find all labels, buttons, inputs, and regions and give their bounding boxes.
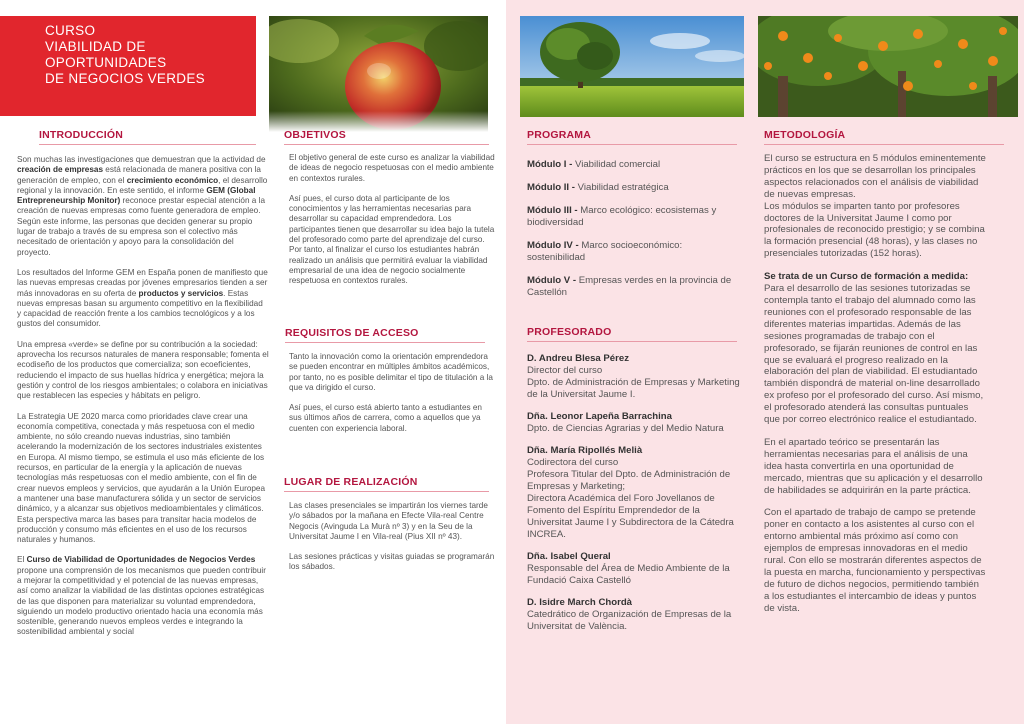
profesorado-body [527,353,742,643]
metodologia-body [764,153,986,626]
metodologia-paragraph-4: Con el apartado de trabajo de campo se pretende poner en contacto a los asistentes al curso con el entorno ambiental más próximo así como con ejemplos de empresas innovadoras en el medio rural. Con ello se mostrarán diferentes aspectos de la puesta en marcha, funcionamiento y perspectivas de futuro de dichos negocios, permitiendo también a los estudiantes el intercambio de ideas y puntos de vista. [764,507,986,614]
module-item: Módulo V - Empresas verdes en la provincia de Castellón [527,275,732,298]
metodologia-paragraph-1: El curso se estructura en 5 módulos eminentemente prácticos en los que se desarrollan los principales aspectos relacionados con el análisis de viabilidad de nuevas empresas. [764,153,986,200]
module-item: Módulo I - Viabilidad comercial [527,159,661,170]
heading-rule [39,144,256,145]
requisitos-heading [285,327,419,339]
module-item: Módulo IV - Marco socioeconómico: sostenibilidad [527,240,683,263]
requisitos-body [289,352,495,444]
professor-entry: D. Isidre March Chordà Catedrático de Organización de Empresas de la Universitat de València. [527,597,732,632]
heading-rule [284,491,489,492]
requisitos-paragraph-2: Así pues, el curso está abierto tanto a estudiantes en sus últimos años de carrera, como a aquellos que ya cuenten con experiencia laboral. [289,403,482,433]
introduccion-body [17,155,269,648]
profesorado-heading [527,326,611,338]
heading-text: OBJETIVOS [284,129,346,141]
orange-tree-photo [758,16,1018,117]
heading-rule [764,144,1004,145]
objetivos-heading [284,129,346,141]
heading-text: REQUISITOS DE ACCESO [285,327,419,339]
professor-entry: D. Andreu Blesa Pérez Director del curso Dpto. de Administración de Empresas y Marketing de la Universitat Jaume I. [527,353,740,400]
lugar-paragraph-1: Las clases presenciales se impartirán los viernes tarde y/o sábados por la mañana en Efecte Vila-real Centre Negocis (Avinguda La Murà nº 3) y en la Seu de la Universitat Jaume I en Vila-real (Pius XII nº 43). [289,501,488,541]
title-line: VIABILIDAD DE [45,39,146,54]
professor-entry: Dña. Isabel Queral Responsable del Área de Medio Ambiente de la Fundació Caixa Castelló [527,551,730,586]
professor-entry: Dña. María Ripollés Melià Codirectora del curso Profesora Titular del Dpto. de Administración de Empresas y Marketing; Directora Académica del Foro Jovellanos de Fomento del Espíritu Emprendedor de la Universitat Jaume I y Subdirectora de la Cátedra INCREA. [527,445,734,540]
tree-meadow-photo [520,16,744,117]
heading-rule [285,342,485,343]
heading-rule [527,341,737,342]
intro-paragraph-2: Los resultados del Informe GEM en España ponen de manifiesto que las nuevas empresas creadas por jóvenes empresarios tienden a ser más innovadoras en su oferta de productos y servicios. Estas nuevas empresas basan su argumento competitivo en la flexibilidad y capacidad de reacción frente a los cambios tecnológicos y a los gustos del consumidor. [17,267,268,329]
heading-rule [527,144,737,145]
metodologia-paragraph-1b: Los módulos se imparten tanto por profesores doctores de la Universitat Jaume I como por profesionales de reconocido prestigio; y se combina la formación presencial (48 horas), y las clases no presenciales tutorizadas (152 horas). [764,200,985,260]
lugar-paragraph-2: Las sesiones prácticas y visitas guiadas se programarán los sábados. [289,552,495,572]
lugar-heading [284,476,418,488]
heading-text: METODOLOGÍA [764,129,846,141]
module-item: Módulo II - Viabilidad estratégica [527,182,669,193]
heading-text: LUGAR DE REALIZACIÓN [284,476,418,488]
requisitos-paragraph-1: Tanto la innovación como la orientación emprendedora se pueden encontrar en múltiples ámbitos académicos, por tanto, no es posible delimitar el tipo de titulación a la que va dirigido el curso. [289,352,493,392]
lugar-body [289,501,495,583]
programa-heading [527,129,591,141]
title-line: DE NEGOCIOS VERDES [45,71,205,86]
metodologia-heading [764,129,845,141]
intro-paragraph-1: Son muchas las investigaciones que demuestran que la actividad de creación de empresas está relacionada de manera positiva con la generación de empleo, con el crecimiento económico, el desarrollo regional y la innovación. En este sentido, el informe GEM (Global Entrepreneurship Monitor) reconoce prestar especial atención a la creación de nuevas empresas como fuente generadora de empleo. Según este informe, las personas que deciden generar su propio lugar de trabajo a través de su empresa son el colectivo más necesitado de orientación y apoyo para la consolidación del proyecto. [17,155,268,257]
intro-paragraph-5: El Curso de Viabilidad de Oportunidades de Negocios Verdes propone una comprensión de los mecanismos que pueden contribuir a mejorar la competitividad y el potencial de las nuevas empresas, así como analizar la viabilidad de las distintas opciones estratégicas de las que disponen para materializar su voluntad emprendedora, siguiendo un modelo productivo orientado hacia una economía más sostenible, generando nuevos empleos verdes e integrando la sostenibilidad ambiental y social [17,555,266,637]
objetivos-body [289,153,495,297]
programa-body [527,159,742,310]
metodologia-paragraph-3: En el apartado teórico se presentarán las herramientas necesarias para el análisis de una idea hasta convertirla en una oportunidad de mercado, mientras que su aplicación y el desarrollo de habilidades se adquirirán en la parte práctica. [764,436,983,496]
apple-photo [269,16,488,132]
heading-text: PROGRAMA [527,129,592,141]
title-line: CURSO [45,23,96,38]
heading-rule [284,144,489,145]
module-item: Módulo III - Marco ecológico: ecosistemas y biodiversidad [527,205,717,228]
professor-entry: Dña. Leonor Lapeña Barrachina Dpto. de Ciencias Agrarias y del Medio Natura [527,411,724,434]
heading-text: INTRODUCCIÓN [39,129,124,141]
objetivos-paragraph-1: El objetivo general de este curso es analizar la viabilidad de ideas de negocio respetuosas con el medio ambiente en contextos rurales. [289,153,495,183]
title-line: OPORTUNIDADES [45,55,167,70]
intro-paragraph-3: Una empresa «verde» se define por su contribución a la sociedad: aprovecha los recursos naturales de manera responsable; fomenta el ecodiseño de los productos que comercializa; son ecoeficientes, reduciendo el impacto de sus huellas hídrica y energética; mejora la gestión y control de los riesgos ambientales; o colabora en iniciativas que restablecen las especies y hábitats en peligro. [17,339,269,401]
intro-paragraph-4: La Estrategia UE 2020 marca como prioridades clave crear una economía competitiva, conectada y más respetuosa con el medio ambiente, no sólo creando nuevas industrias, sino también acelerando la modernización de los sectores industriales existentes en Europa. Al mismo tiempo, se estimula el uso más eficiente de los recursos, en particular de la energía y la aplicación de nuevas tecnologías más respetuosas con el medio ambiente, con el fin de crear nuevos empleos y servicios, que ayudarán a la Unión Europea a mantener una base manufacturera sólida y un sector de servicios dinámico, y a alcanzar sus objetivos medioambientales y climáticos. Esta perspectiva marca las bases para transitar hacia modelos de producción y consumo más eficientes en el uso de los recursos naturales y humanos. [17,411,266,545]
heading-text: PROFESORADO [527,326,612,338]
metodologia-paragraph-2: Se trata de un Curso de formación a medida: Para el desarrollo de las sesiones tutorizadas se contempla tanto el trabajo del alumnado como las reuniones con el profesorado responsable de las diferentes materias impartidas. Además de las sesiones programadas de trabajo con el profesorado, se fijarán reuniones de control en las que se evaluará el progreso realizado en la elaboración del plan de viabilidad. El estudiantado también dispondrá de material on-line desarrollado ex profeso por el profesorado del curso. Así mismo, el profesorado atenderá las consultas puntuales que por correo electrónico realice el estudiantado. [764,271,984,426]
introduccion-heading [39,129,123,141]
course-title-box [0,16,256,116]
objetivos-paragraph-2: Así pues, el curso dota al participante de los conocimientos y las herramientas necesarias para desarrollar su capacidad emprendedora. Los participantes tienen que desarrollar su idea bajo la tutela del profesorado como parte del aprendizaje del curso. Por tanto, al finalizar el curso los estudiantes habrán realizado un análisis que permitirá evaluar la viabilidad empresarial de una idea de negocio socialmente respetuosa en contextos rurales. [289,193,495,286]
